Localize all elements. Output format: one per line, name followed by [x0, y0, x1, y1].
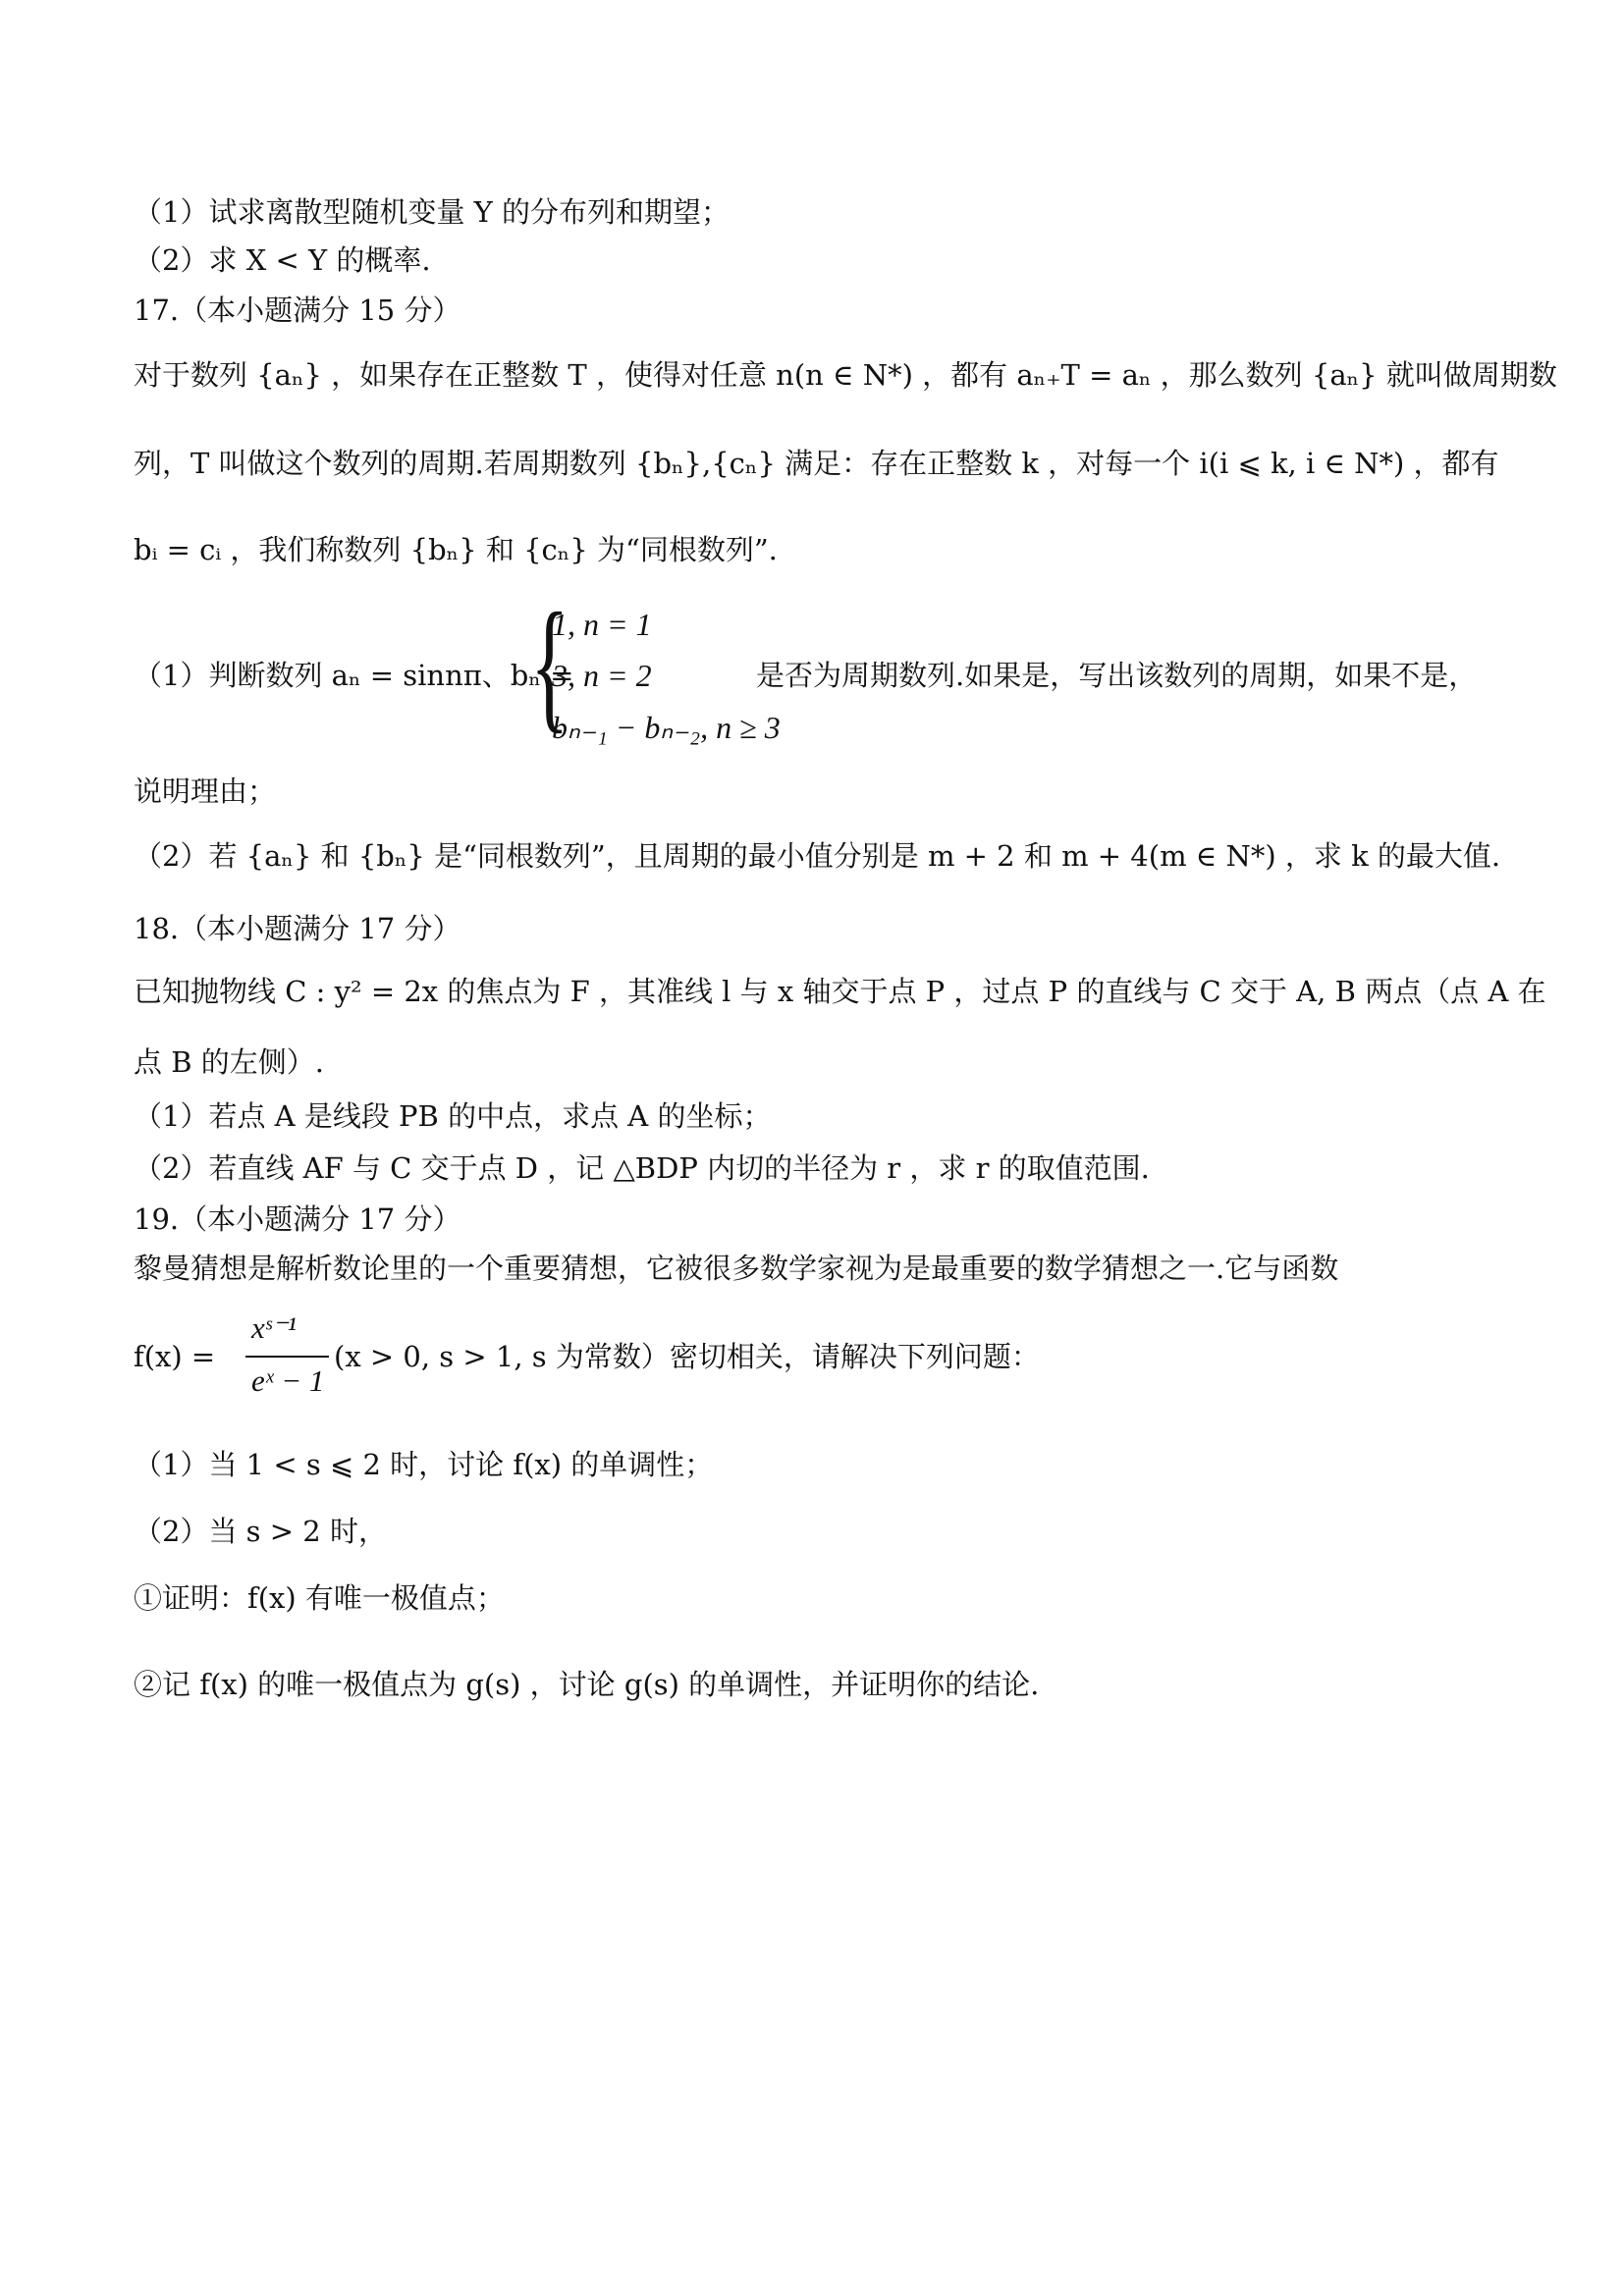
q17-part2: （2）若 {aₙ} 和 {bₙ} 是“同根数列”，且周期的最小值分别是 m + 2 和 m + 4(m ∈ N*) ，求 k 的最大值. — [134, 839, 1501, 873]
q18-heading: 18.（本小题满分 17 分） — [134, 912, 461, 945]
piecewise-case-2: 3, n = 2 — [552, 658, 652, 693]
q18-part1: （1）若点 A 是线段 PB 的中点，求点 A 的坐标； — [134, 1099, 772, 1133]
q19-heading: 19.（本小题满分 17 分） — [134, 1202, 461, 1236]
q19-part2-sub2: ②记 f(x) 的唯一极值点为 g(s) ，讨论 g(s) 的单调性，并证明你的结论. — [134, 1668, 1040, 1701]
q16-part2: （2）求 X < Y 的概率. — [134, 243, 431, 277]
q17-paragraph-1: 对于数列 {aₙ} ，如果存在正整数 T ，使得对任意 n(n ∈ N*) ，都有 aₙ₊T = aₙ ，那么数列 {aₙ} 就叫做周期数 — [134, 358, 1557, 392]
q16-part1: （1）试求离散型随机变量 Y 的分布列和期望； — [134, 195, 731, 229]
q18-paragraph-1: 已知抛物线 C : y² = 2x 的焦点为 F ，其准线 l 与 x 轴交于点 P ，过点 P 的直线与 C 交于 A, B 两点（点 A 在 — [134, 975, 1546, 1008]
fraction-numerator: xˢ⁻¹ — [251, 1310, 297, 1345]
q19-part2-sub1: ①证明：f(x) 有唯一极值点； — [134, 1581, 505, 1615]
q19-part2: （2）当 s > 2 时， — [134, 1515, 387, 1548]
piecewise-case-3: bₙ₋₁ − bₙ₋₂, n ≥ 3 — [552, 710, 781, 745]
q19-fraction — [245, 1310, 329, 1409]
q19-function-left: f(x) = — [134, 1340, 216, 1373]
q17-paragraph-2: 列，T 叫做这个数列的周期.若周期数列 {bₙ},{cₙ} 满足：存在正整数 k ，对每一个 i(i ⩽ k, i ∈ N*) ，都有 — [134, 447, 1499, 480]
q17-part1-end: 说明理由； — [134, 774, 277, 808]
q17-heading: 17.（本小题满分 15 分） — [134, 294, 461, 327]
piecewise-definition — [530, 583, 785, 749]
q19-paragraph-1: 黎曼猜想是解析数论里的一个重要猜想，它被很多数学家视为是最重要的数学猜想之一.它与函数 — [134, 1252, 1339, 1285]
left-brace: { — [530, 583, 569, 746]
fraction-bar — [245, 1356, 329, 1358]
q17-part1-right: 是否为周期数列.如果是，写出该数列的周期，如果不是， — [756, 659, 1478, 692]
q18-paragraph-2: 点 B 的左侧）. — [134, 1045, 324, 1079]
q18-part2: （2）若直线 AF 与 C 交于点 D ，记 △BDP 内切的半径为 r ，求 r 的取值范围. — [134, 1151, 1150, 1185]
q19-function-right: (x > 0, s > 1, s 为常数）密切相关，请解决下列问题： — [334, 1340, 1040, 1373]
fraction-denominator: eˣ − 1 — [251, 1363, 325, 1398]
q19-part1: （1）当 1 < s ⩽ 2 时，讨论 f(x) 的单调性； — [134, 1448, 714, 1481]
q17-part1-left: （1）判断数列 aₙ = sinnπ、bₙ = — [134, 659, 574, 692]
q17-paragraph-3: bᵢ = cᵢ ，我们称数列 {bₙ} 和 {cₙ} 为“同根数列”. — [134, 533, 778, 566]
piecewise-case-1: 1, n = 1 — [552, 607, 652, 642]
